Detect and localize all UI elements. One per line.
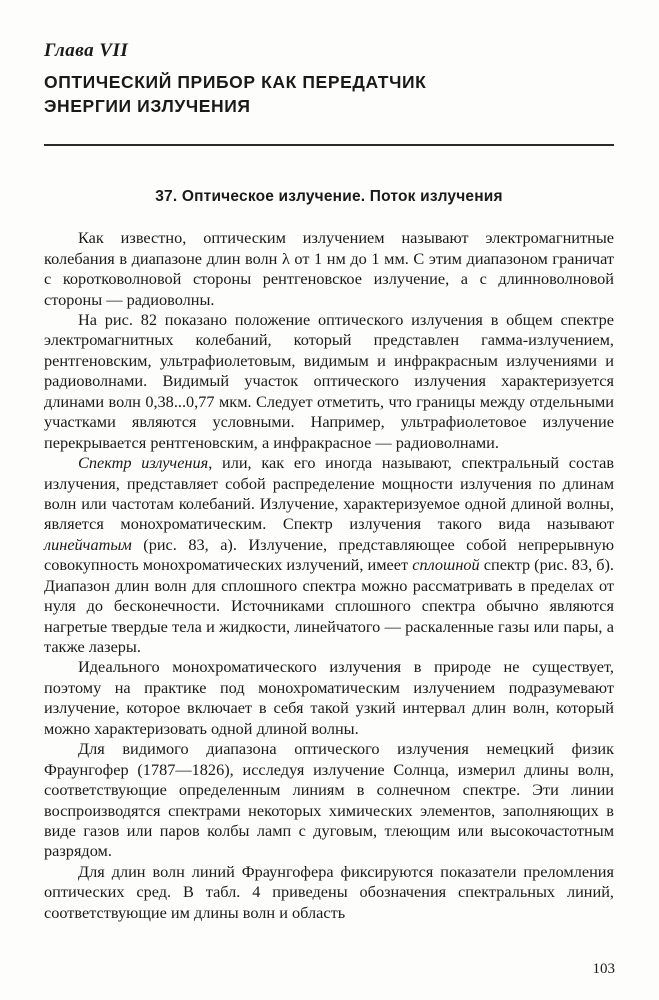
page-content <box>44 40 614 923</box>
page-number: 103 <box>592 961 615 977</box>
body-text <box>44 228 614 923</box>
chapter-label: Глава VII <box>44 40 129 61</box>
paragraph-4: Идеального монохроматического излучения в природе не существует, поэтому на практике под монохроматическим излучением подразумевают излучение, которое включает в себя такой узкий интервал длин волн, который можно характеризовать одной длиной волны. <box>44 657 614 738</box>
paragraph-1: Как известно, оптическим излучением называют электромагнитные колебания в диапазоне длин волн λ от 1 нм до 1 мм. С этим диапазоном граничат с коротковолновой стороны рентгеновское излучение, а с длинноволновой стороны — радиоволны. <box>44 228 614 309</box>
paragraph-5: Для видимого диапазона оптического излучения немецкий физик Фраунгофер (1787—1826), исследуя излучение Солнца, измерил длины волн, соответствующие определенным линиям в солнечном спектре. Эти линии воспроизводятся спектрами некоторых химических элементов, заполняющих в виде газов или паров колбы ламп с дуговым, тлеющим или высокочастотным разрядом. <box>44 739 614 861</box>
paragraph-2: На рис. 82 показано положение оптического излучения в общем спектре электромагнитных колебаний, который представлен гамма-излучением, рентгеновским, ультрафиолетовым, видимым и инфракрасным излучениями и радиоволнами. Видимый участок оптического излучения характеризуется длинами волн 0,38...0,77 мкм. Следует отметить, что границы между отдельными участками являются условными. Например, ультрафиолетовое излучение перекрывается рентгеновским, а инфракрасное — радиоволнами. <box>44 310 614 452</box>
paragraph-6: Для длин волн линий Фраунгофера фиксируются показатели преломления оптических сред. В табл. 4 приведены обозначения спектральных линий, соответствующие им длины волн и область <box>44 861 614 922</box>
paragraph-3: Спектр излучения, или, как его иногда называют, спектральный состав излучения, представляет собой распределение мощности излучения по длинам волн или частотам колебаний. Излучение, характеризуемое одной длиной волны, является монохроматическим. Спектр излучения такого вида называют линейчатым (рис. 83, а). Излучение, представляющее собой непрерывную совокупность монохроматических излучений, имеет сплошной спектр (рис. 83, б). Диапазон длин волн для сплошного спектра можно рассматривать в пределах от нуля до бесконечности. Источниками сплошного спектра обычно являются нагретые твердые тела и жидкости, линейчатого — раскаленные газы или пары, а также лазеры. <box>44 453 615 657</box>
chapter-title-line-2: ЭНЕРГИИ ИЗЛУЧЕНИЯ <box>44 96 251 117</box>
header-divider <box>44 144 614 146</box>
chapter-title-line-1: ОПТИЧЕСКИЙ ПРИБОР КАК ПЕРЕДАТЧИК <box>44 72 427 92</box>
chapter-title <box>44 70 614 118</box>
section-heading: 37. Оптическое излучение. Поток излучения <box>155 188 503 206</box>
